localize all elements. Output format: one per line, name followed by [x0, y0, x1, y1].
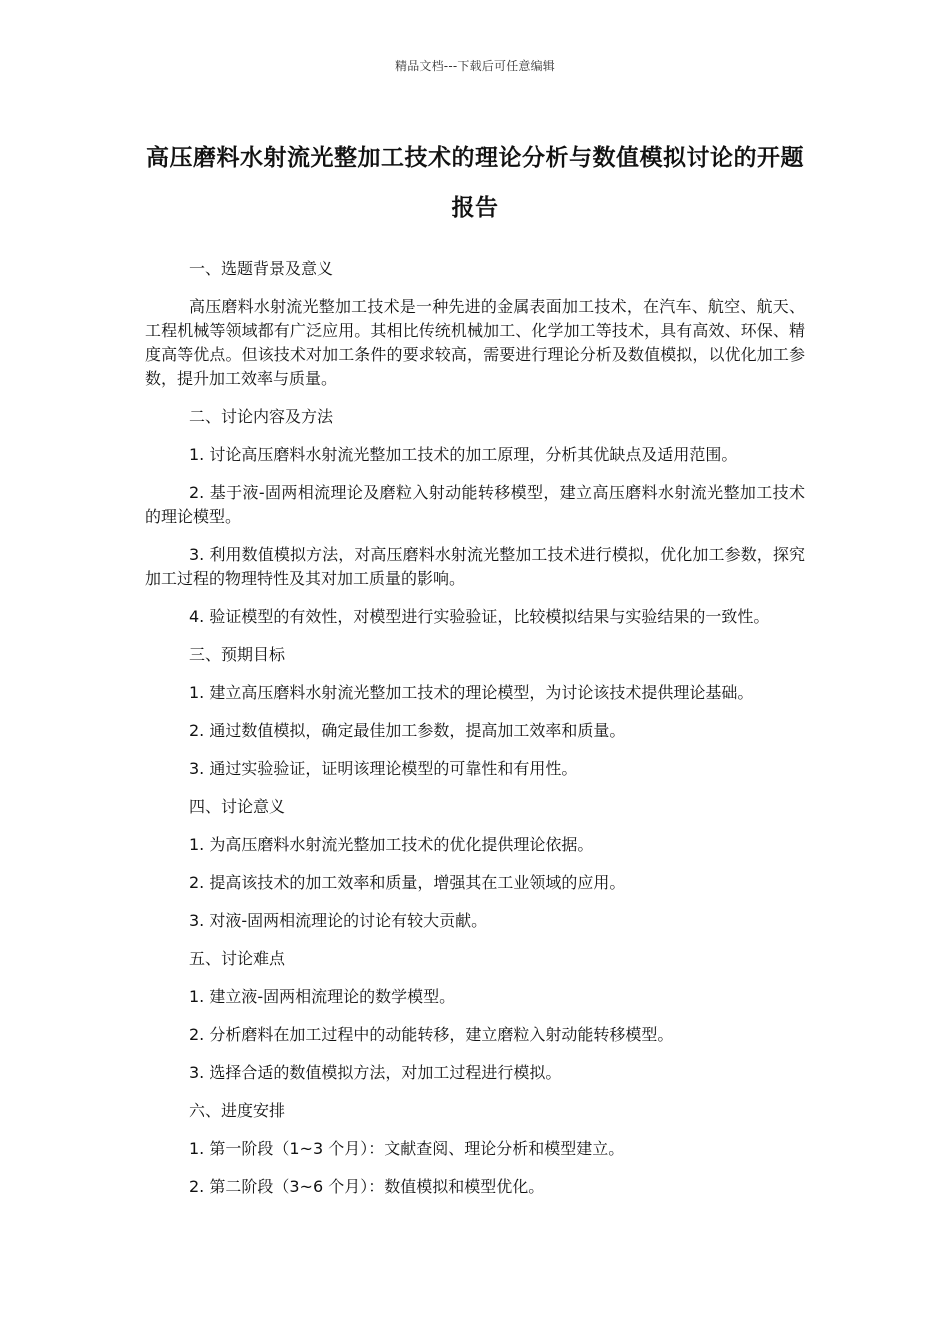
list-item: 2. 提高该技术的加工效率和质量，增强其在工业领域的应用。: [189, 873, 626, 892]
paragraph-background: 高压磨料水射流光整加工技术是一种先进的金属表面加工技术，在汽车、航空、航天、工程机械等领域都有广泛应用。其相比传统机械加工、化学加工等技术，具有高效、环保、精度高等优点。但该技术对加工条件的要求较高，需要进行理论分析及数值模拟，以优化加工参数，提升加工效率与质量。: [145, 297, 805, 388]
section-heading-goals: 三、预期目标: [189, 645, 286, 664]
list-item: 3. 通过实验验证，证明该理论模型的可靠性和有用性。: [189, 759, 578, 778]
list-item: 2. 第二阶段（3~6 个月）：数值模拟和模型优化。: [189, 1177, 545, 1196]
section-heading-background: 一、选题背景及意义: [189, 259, 334, 278]
list-item: 1. 建立高压磨料水射流光整加工技术的理论模型，为讨论该技术提供理论基础。: [189, 683, 754, 702]
list-item: 2. 基于液-固两相流理论及磨粒入射动能转移模型，建立高压磨料水射流光整加工技术的理论模型。: [145, 483, 805, 526]
list-item: 3. 利用数值模拟方法，对高压磨料水射流光整加工技术进行模拟，优化加工参数，探究加工过程的物理特性及其对加工质量的影响。: [145, 545, 805, 588]
section-heading-difficulties: 五、讨论难点: [189, 949, 286, 968]
list-item: 3. 选择合适的数值模拟方法，对加工过程进行模拟。: [189, 1063, 562, 1082]
list-item: 1. 第一阶段（1~3 个月）：文献查阅、理论分析和模型建立。: [189, 1139, 625, 1158]
list-item: 1. 建立液-固两相流理论的数学模型。: [189, 987, 456, 1006]
list-item: 1. 为高压磨料水射流光整加工技术的优化提供理论依据。: [189, 835, 594, 854]
list-item: 1. 讨论高压磨料水射流光整加工技术的加工原理，分析其优缺点及适用范围。: [189, 445, 738, 464]
section-heading-schedule: 六、进度安排: [189, 1101, 286, 1120]
document-body: [145, 257, 805, 1213]
list-item: 4. 验证模型的有效性，对模型进行实验验证，比较模拟结果与实验结果的一致性。: [189, 607, 770, 626]
list-item: 2. 分析磨料在加工过程中的动能转移，建立磨粒入射动能转移模型。: [189, 1025, 674, 1044]
list-item: 3. 对液-固两相流理论的讨论有较大贡献。: [189, 911, 488, 930]
list-item: 2. 通过数值模拟，确定最佳加工参数，提高加工效率和质量。: [189, 721, 626, 740]
section-heading-content-methods: 二、讨论内容及方法: [189, 407, 334, 426]
section-heading-significance: 四、讨论意义: [189, 797, 286, 816]
header-note: 精品文档---下载后可任意编辑: [395, 59, 555, 73]
document-title: 高压磨料水射流光整加工技术的理论分析与数值模拟讨论的开题报告: [146, 145, 804, 221]
